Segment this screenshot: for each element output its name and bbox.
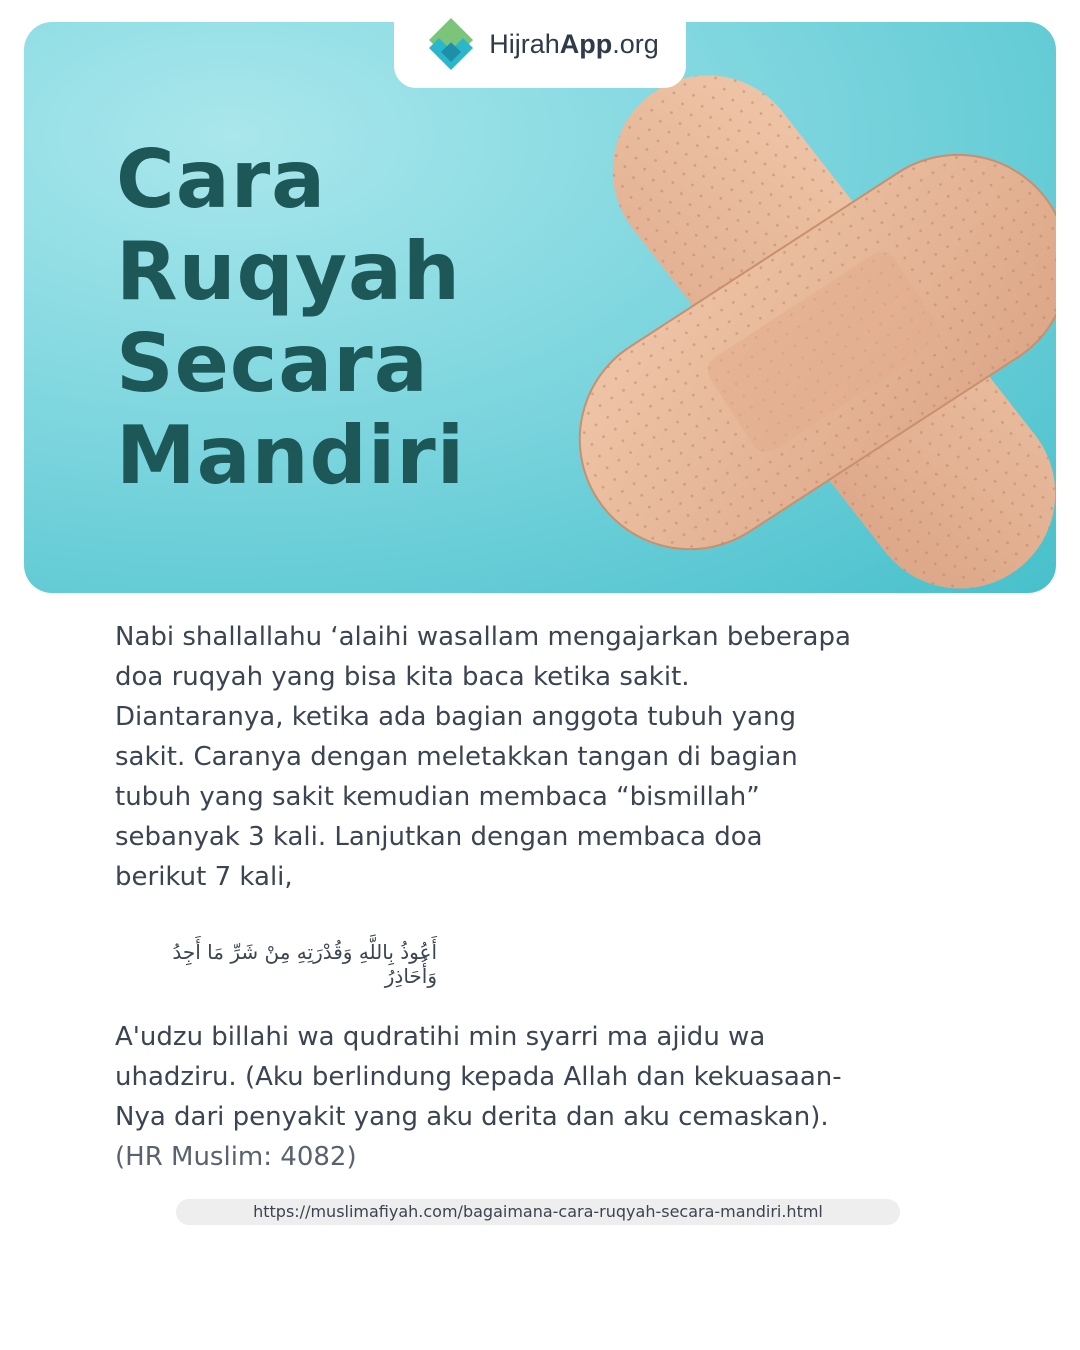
title-line: Ruqyah (116, 225, 461, 318)
page-title (116, 134, 465, 502)
hijrahapp-logo-icon (421, 14, 481, 74)
brand-name (489, 29, 659, 60)
brand-name-regular: Hijrah (489, 28, 560, 59)
translation-paragraph (115, 1017, 855, 1177)
title-line: Cara (116, 133, 327, 226)
title-line: Secara (116, 317, 429, 410)
brand-name-suffix: .org (612, 28, 659, 59)
brand-logo (394, 0, 686, 88)
arabic-dua: أَعُوذُ بِاللَّهِ وَقُدْرَتِهِ مِنْ شَرِّ مَا أَجِدُ وَأُحَاذِرُ (172, 940, 437, 988)
brand-name-bold: App (559, 28, 613, 59)
intro-paragraph: Nabi shallallahu ‘alaihi wasallam mengajarkan beberapa doa ruqyah yang bisa kita baca ketika sakit. Diantaranya, ketika ada bagian anggota tubuh yang sakit. Caranya dengan meletakkan tangan di bagian tubuh yang sakit kemudian membaca “bismillah” sebanyak 3 kali. Lanjutkan dengan membaca doa berikut 7 kali, (115, 622, 851, 892)
translation-text: A'udzu billahi wa qudratihi min syarri ma ajidu wa uhadziru. (Aku berlindung kepada Allah dan kekuasaan-Nya dari penyakit yang aku derita dan aku cemaskan). (115, 1022, 842, 1132)
hero-banner (24, 22, 1056, 593)
hadith-source: (HR Muslim: 4082) (115, 1142, 357, 1172)
title-line: Mandiri (116, 409, 466, 502)
source-url[interactable]: https://muslimafiyah.com/bagaimana-cara-ruqyah-secara-mandiri.html (176, 1199, 900, 1225)
